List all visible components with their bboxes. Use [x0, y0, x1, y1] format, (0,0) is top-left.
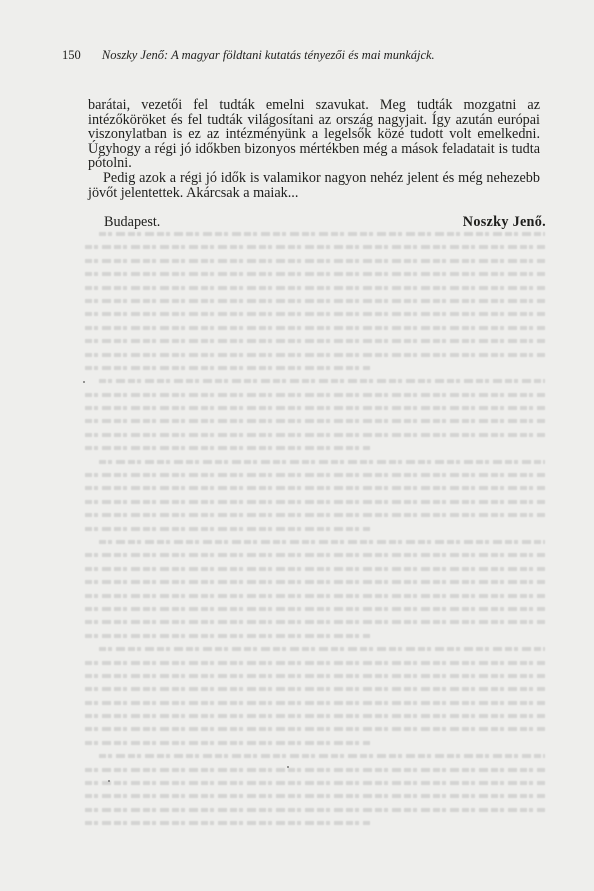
- paragraph: barátai, vezetői fel tudták emelni szavukat. Meg tudták mozgatni az intézőköröket és fel tudták világosítani az ország nagyjait. Így azután európai viszonylatban is ez az intézményünk a legelsők közé tudott volt emelkedni. Úgyhogy a régi jó időkben bizonyos mértékben még a mások feladatait is tudta pótolni.: [88, 97, 540, 172]
- show-through-text: [85, 232, 545, 812]
- signature-author: Noszky Jenő.: [462, 214, 546, 230]
- page-number: 150: [62, 48, 81, 62]
- paper-speck: [108, 780, 110, 782]
- running-header: [62, 47, 542, 63]
- paper-speck: [287, 766, 289, 768]
- body-text: [88, 98, 540, 200]
- signature-place: Budapest.: [104, 214, 161, 230]
- running-title: Noszky Jenő: A magyar földtani kutatás tényezői és mai munkájck.: [101, 48, 435, 62]
- paper-speck: [83, 381, 85, 383]
- paragraph: Pedig azok a régi jó idők is valamikor nagyon nehéz jelent és még nehezebb jövőt jelentettek. Akárcsak a maiak...: [88, 169, 540, 201]
